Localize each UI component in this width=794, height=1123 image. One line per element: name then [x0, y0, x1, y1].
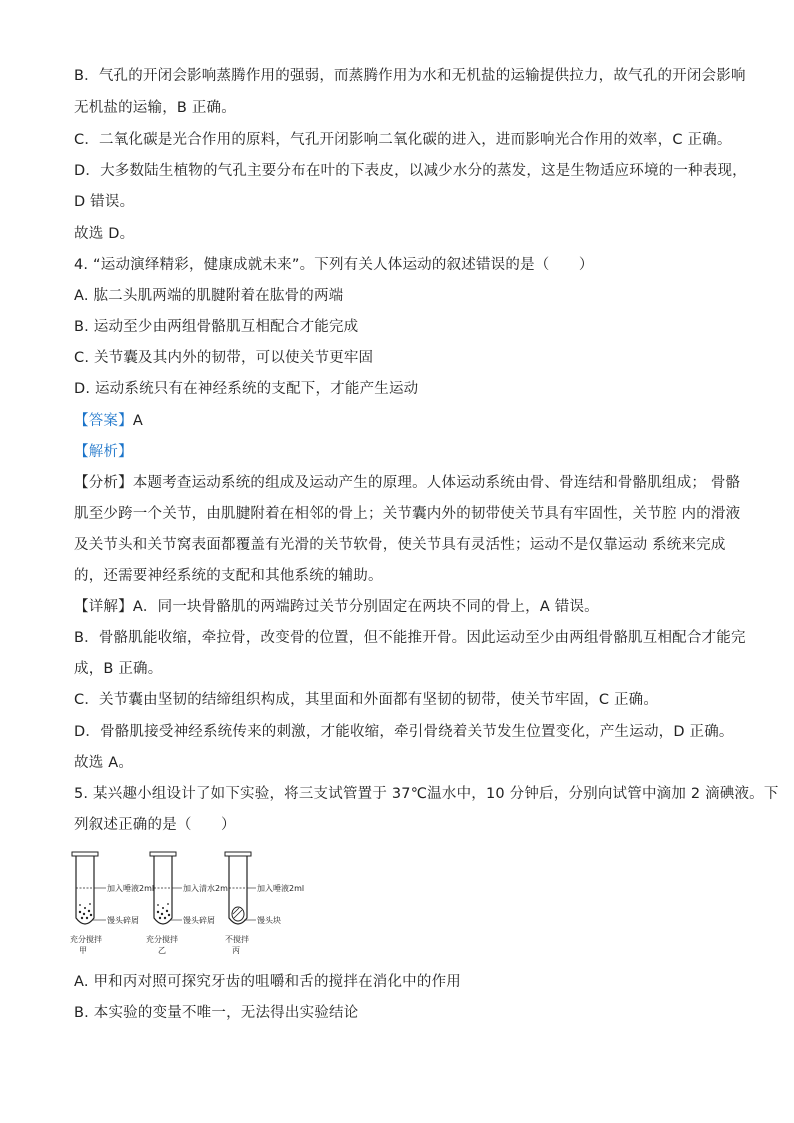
xiangjie-line-a — [74, 597, 599, 617]
explanation-c: C．二氧化碳是光合作用的原料，气孔开闭影响二氧化碳的进入，进而影响光合作用的效率，C 正确。 — [74, 132, 732, 148]
xiangjie-d: D．骨骼肌接受神经系统传来的刺激，才能收缩，牵引骨绕着关节发生位置变化，产生运动，D 正确。 — [74, 724, 734, 740]
answer-line — [74, 411, 143, 431]
explanation-b-line1: B．气孔的开闭会影响蒸腾作用的强弱，而蒸腾作用为水和无机盐的运输提供拉力，故气孔的开闭会影响 — [74, 68, 746, 84]
fenxi-line1 — [74, 473, 740, 493]
xiangjie-a-text: A．同一块骨骼肌的两端跨过关节分别固定在两块不同的骨上，A 错误。 — [132, 599, 599, 615]
fenxi-line3: 及关节头和关节窝表面都覆盖有光滑的关节软骨，使关节具有灵活性；运动不是仅靠运动 系统来完成 — [74, 537, 726, 553]
question-5-option-b: B. 本实验的变量不唯一，无法得出实验结论 — [74, 1005, 359, 1021]
tube-bing-top-label: 加入唾液2ml — [257, 884, 305, 893]
xiangjie-c: C．关节囊由坚韧的结缔组织构成，其里面和外面都有坚韧的韧带，使关节牢固，C 正确。 — [74, 692, 659, 708]
xiangjie-b-line1: B．骨骼肌能收缩，牵拉骨，改变骨的位置，但不能推开骨。因此运动至少由两组骨骼肌互相配合才能完 — [74, 630, 746, 646]
tube-bing-stir-label: 不搅拌 — [225, 935, 249, 944]
fenxi-label: 【分析】 — [74, 475, 133, 491]
analysis-heading — [74, 442, 133, 462]
experiment-figure — [70, 848, 390, 960]
tube-bing-name: 丙 — [232, 946, 240, 955]
tube-jia-solid-label: 馒头碎屑 — [107, 916, 139, 925]
tube-jia-name: 甲 — [79, 946, 87, 955]
explanation-b-line2: 无机盐的运输，B 正确。 — [74, 100, 236, 116]
tube-yi-top-label: 加入清水2ml — [183, 884, 231, 893]
explanation-choice: 故选 D。 — [74, 226, 135, 242]
test-tube-jia — [70, 852, 154, 955]
explanation-d-line2: D 错误。 — [74, 194, 135, 210]
answer-value: A — [132, 413, 143, 429]
xiangjie-label: 【详解】 — [74, 599, 133, 615]
tube-yi-name: 乙 — [158, 946, 166, 955]
tube-yi-stir-label: 充分搅拌 — [146, 935, 178, 944]
question-4-choice: 故选 A。 — [74, 755, 134, 771]
tube-jia-stir-label: 充分搅拌 — [70, 935, 102, 944]
question-4-option-c: C. 关节囊及其内外的韧带，可以使关节更牢固 — [74, 350, 374, 366]
analysis-label: 【解析】 — [74, 444, 133, 460]
xiangjie-b-line2: 成，B 正确。 — [74, 661, 163, 677]
tube-yi-solid-label: 馒头碎屑 — [183, 916, 215, 925]
question-5-stem-line2: 列叙述正确的是（ ） — [74, 817, 236, 833]
test-tube-yi — [146, 852, 230, 955]
tube-bing-solid-label: 馒头块 — [257, 916, 281, 925]
question-4-option-a: A. 肱二头肌两端的肌腱附着在肱骨的两端 — [74, 288, 344, 304]
tube-jia-top-label: 加入唾液2ml — [107, 884, 155, 893]
question-4-option-d: D. 运动系统只有在神经系统的支配下，才能产生运动 — [74, 381, 419, 397]
test-tube-bing — [225, 852, 304, 955]
fenxi-text1: 本题考查运动系统的组成及运动产生的原理。人体运动系统由骨、骨连结和骨骼肌组成； 骨骼 — [132, 475, 741, 491]
question-4-stem: 4. “运动演绎精彩，健康成就未来”。下列有关人体运动的叙述错误的是（ ） — [74, 257, 594, 273]
explanation-d-line1: D．大多数陆生植物的气孔主要分布在叶的下表皮，以减少水分的蒸发，这是生物适应环境的一种表现， — [74, 163, 747, 179]
question-5-stem-line1: 5. 某兴趣小组设计了如下实验，将三支试管置于 37℃温水中，10 分钟后，分别向试管中滴加 2 滴碘液。下 — [74, 786, 779, 802]
answer-label: 【答案】 — [74, 413, 133, 429]
question-5-option-a: A. 甲和丙对照可探究牙齿的咀嚼和舌的搅拌在消化中的作用 — [74, 974, 461, 990]
question-4-option-b: B. 运动至少由两组骨骼肌互相配合才能完成 — [74, 319, 359, 335]
fenxi-line2: 肌至少跨一个关节，由肌腱附着在相邻的骨上；关节囊内外的韧带使关节具有牢固性，关节腔 内的滑液 — [74, 506, 741, 522]
fenxi-line4: 的，还需要神经系统的支配和其他系统的辅助。 — [74, 568, 383, 584]
